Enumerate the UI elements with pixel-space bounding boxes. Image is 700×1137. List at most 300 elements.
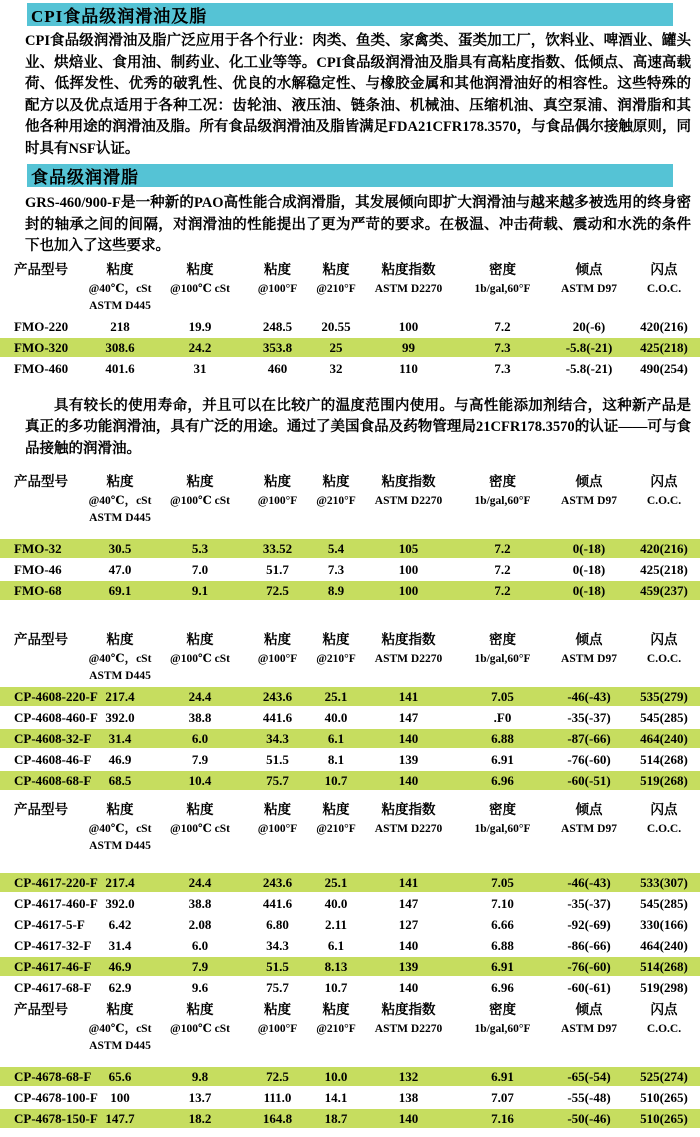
value-viscosity-index: 100 bbox=[398, 583, 419, 598]
value-viscosity-index: 105 bbox=[398, 541, 419, 556]
column-header-viscosity-40c-line2: @40℃，cSt bbox=[88, 653, 152, 665]
value-viscosity-40c: 147.7 bbox=[105, 1111, 135, 1126]
column-header-density-line1: 密度 bbox=[489, 802, 516, 817]
product-model: FMO-320 bbox=[14, 339, 69, 355]
value-viscosity-100f: 75.7 bbox=[266, 980, 289, 995]
value-viscosity-100f: 6.80 bbox=[266, 917, 289, 932]
section-title-grease: 食品级润滑脂 bbox=[31, 168, 139, 187]
column-header-viscosity-100c-line1: 粘度 bbox=[186, 802, 214, 817]
product-model: CP-4608-32-F bbox=[14, 731, 92, 746]
column-header-viscosity-100f-line1: 粘度 bbox=[264, 632, 291, 647]
column-header-flash-point bbox=[628, 800, 700, 855]
value-viscosity-100f: 72.5 bbox=[266, 583, 289, 598]
column-header-viscosity-100c-line2: @100℃ cSt bbox=[170, 823, 230, 835]
value-viscosity-index: 100 bbox=[398, 562, 419, 577]
product-model: CP-4608-220-F bbox=[14, 689, 98, 704]
product-model: FMO-32 bbox=[14, 541, 62, 556]
column-header-flash-point-line2: C.O.C. bbox=[646, 495, 682, 507]
column-header-viscosity-210f-line2: @210°F bbox=[316, 653, 356, 665]
column-header-pour-point bbox=[550, 630, 628, 685]
column-header-viscosity-40c-line1: 粘度 bbox=[106, 632, 134, 647]
value-pour-point: -5.8(-21) bbox=[565, 339, 613, 355]
column-header-flash-point-line2: C.O.C. bbox=[646, 282, 682, 295]
column-header-pour-point-line2: ASTM D97 bbox=[561, 495, 617, 507]
value-viscosity-100c: 9.8 bbox=[191, 1069, 209, 1084]
value-viscosity-100c: 38.8 bbox=[188, 896, 212, 911]
column-header-viscosity-index bbox=[362, 800, 455, 855]
column-header-model-line1: 产品型号 bbox=[14, 261, 68, 277]
section-title-oils: CPI食品级润滑油及脂 bbox=[31, 7, 208, 26]
table-row-fmo-220 bbox=[0, 317, 700, 336]
section-header-oils bbox=[27, 3, 673, 26]
column-header-viscosity-210f bbox=[310, 260, 362, 315]
column-header-viscosity-100f bbox=[245, 800, 310, 855]
value-pour-point: 0(-18) bbox=[572, 541, 606, 556]
table-header-row bbox=[0, 1000, 700, 1055]
column-header-density-line1: 密度 bbox=[489, 632, 516, 647]
value-pour-point: -46(-43) bbox=[567, 689, 611, 704]
value-viscosity-100c: 24.2 bbox=[188, 339, 212, 355]
column-header-viscosity-100c-line2: @100℃ cSt bbox=[170, 653, 230, 665]
value-pour-point: -46(-43) bbox=[567, 875, 611, 890]
value-viscosity-40c: 47.0 bbox=[108, 562, 132, 577]
value-density: 7.3 bbox=[494, 339, 511, 355]
value-flash-point: 425(218) bbox=[640, 339, 688, 355]
table-row-cp-4608-220-f bbox=[0, 687, 700, 706]
value-viscosity-index: 140 bbox=[398, 773, 419, 788]
column-header-viscosity-40c-line3: ASTM D445 bbox=[89, 1040, 151, 1052]
value-viscosity-100c: 13.7 bbox=[188, 1090, 212, 1105]
value-viscosity-100f: 460 bbox=[267, 360, 288, 376]
column-header-viscosity-100f bbox=[245, 630, 310, 685]
column-header-viscosity-40c bbox=[85, 472, 155, 527]
column-header-viscosity-100f-line1: 粘度 bbox=[264, 1002, 291, 1017]
value-viscosity-210f: 8.1 bbox=[327, 752, 345, 767]
column-header-viscosity-40c-line2: @40℃，cSt bbox=[88, 495, 152, 507]
value-viscosity-100f: 51.5 bbox=[266, 959, 289, 974]
column-header-pour-point bbox=[550, 260, 628, 315]
column-header-viscosity-100c-line1: 粘度 bbox=[186, 632, 214, 647]
value-density: 7.2 bbox=[494, 318, 511, 334]
value-density: 6.88 bbox=[491, 731, 514, 746]
column-header-flash-point-line1: 闪点 bbox=[650, 1002, 678, 1017]
table-row-fmo-32 bbox=[0, 539, 700, 558]
value-density: 7.2 bbox=[494, 583, 511, 598]
value-viscosity-index: 140 bbox=[398, 1111, 419, 1126]
product-model: CP-4617-32-F bbox=[14, 938, 92, 953]
value-viscosity-100f: 75.7 bbox=[266, 773, 289, 788]
column-header-density-line2: 1b/gal,60°F bbox=[474, 653, 531, 665]
column-header-density-line1: 密度 bbox=[489, 1002, 516, 1017]
column-header-viscosity-100f bbox=[245, 1000, 310, 1055]
column-header-viscosity-index-line1: 粘度指数 bbox=[381, 632, 436, 647]
value-viscosity-40c: 31.4 bbox=[108, 731, 132, 746]
value-pour-point: -5.8(-21) bbox=[565, 360, 613, 376]
table-row-cp-4617-68-f bbox=[0, 978, 700, 997]
column-header-pour-point-line1: 倾点 bbox=[575, 261, 603, 277]
column-header-model bbox=[0, 260, 85, 315]
oils-description-paragraph: CPI食品级润滑油及脂广泛应用于各个行业：肉类、鱼类、家禽类、蛋类加工厂，饮料业、啤酒业、罐头业、烘焙业、食用油、制药业、化工业等等。CPI食品级润滑油及脂具有高粘度指数、低倾点、高速高载荷、低挥发性、优秀的破乳性、优良的水解稳定性、与橡胶金属和其他润滑油好的相容性。这些特殊的配方以及优点适用于各种工况：齿轮油、液压油、链条油、机械油、压缩机油、真空泵浦、润滑脂和其他各种用途的润滑油及脂。所有食品级润滑油及脂皆满足FDA21CFR178.3570，与食品偶尔接触原则，同时具有NSF认证。 bbox=[25, 33, 691, 157]
value-viscosity-100f: 72.5 bbox=[266, 1069, 289, 1084]
value-pour-point: -55(-48) bbox=[567, 1090, 611, 1105]
value-viscosity-210f: 7.3 bbox=[327, 562, 345, 577]
value-viscosity-210f: 10.7 bbox=[324, 980, 348, 995]
value-flash-point: 464(240) bbox=[640, 938, 688, 953]
column-header-viscosity-index bbox=[362, 472, 455, 527]
value-density: 6.96 bbox=[491, 773, 514, 788]
value-viscosity-index: 147 bbox=[398, 710, 419, 725]
column-header-viscosity-100c-line2: @100℃ cSt bbox=[170, 495, 230, 507]
value-viscosity-40c: 308.6 bbox=[105, 339, 135, 355]
value-pour-point: 20(-6) bbox=[572, 318, 606, 334]
value-flash-point: 545(285) bbox=[640, 896, 688, 911]
value-density: 7.2 bbox=[494, 562, 511, 577]
value-density: .F0 bbox=[493, 710, 512, 725]
value-viscosity-100c: 24.4 bbox=[188, 689, 212, 704]
column-header-viscosity-100c-line2: @100℃ cSt bbox=[170, 282, 230, 295]
value-viscosity-210f: 25.1 bbox=[324, 875, 348, 890]
value-viscosity-210f: 40.0 bbox=[324, 896, 348, 911]
value-viscosity-100c: 7.9 bbox=[191, 752, 209, 767]
value-viscosity-40c: 217.4 bbox=[105, 875, 135, 890]
value-pour-point: -35(-37) bbox=[567, 710, 611, 725]
value-flash-point: 533(307) bbox=[640, 875, 688, 890]
value-density: 7.3 bbox=[494, 360, 511, 376]
value-density: 6.91 bbox=[491, 752, 514, 767]
column-header-viscosity-210f-line1: 粘度 bbox=[322, 632, 350, 647]
column-header-viscosity-100c-line1: 粘度 bbox=[186, 474, 214, 489]
value-viscosity-100c: 5.3 bbox=[191, 541, 209, 556]
value-viscosity-40c: 401.6 bbox=[105, 360, 135, 376]
column-header-pour-point-line1: 倾点 bbox=[575, 802, 603, 817]
value-viscosity-40c: 392.0 bbox=[105, 710, 135, 725]
value-flash-point: 425(218) bbox=[640, 562, 688, 577]
value-pour-point: -76(-60) bbox=[567, 752, 611, 767]
column-header-model-line1: 产品型号 bbox=[14, 1002, 68, 1017]
column-header-viscosity-40c-line3: ASTM D445 bbox=[89, 512, 151, 524]
value-viscosity-210f: 8.13 bbox=[324, 959, 348, 974]
column-header-viscosity-40c-line2: @40℃，cSt bbox=[88, 1023, 152, 1035]
table-row-cp-4617-460-f bbox=[0, 894, 700, 913]
value-viscosity-210f: 25 bbox=[329, 339, 343, 355]
product-model: CP-4608-68-F bbox=[14, 773, 92, 788]
table-header-row bbox=[0, 630, 700, 685]
column-header-viscosity-100c bbox=[155, 472, 245, 527]
value-density: 7.05 bbox=[491, 689, 514, 704]
column-header-flash-point bbox=[628, 630, 700, 685]
table-row-cp-4617-5-f bbox=[0, 915, 700, 934]
product-model: CP-4678-150-F bbox=[14, 1111, 98, 1126]
value-viscosity-40c: 62.9 bbox=[108, 980, 132, 995]
value-viscosity-100c: 6.0 bbox=[191, 731, 209, 746]
value-density: 7.07 bbox=[491, 1090, 514, 1105]
value-viscosity-index: 100 bbox=[398, 318, 419, 334]
value-pour-point: -60(-51) bbox=[567, 773, 611, 788]
column-header-pour-point-line1: 倾点 bbox=[575, 474, 603, 489]
document-page bbox=[0, 3, 700, 1128]
column-header-density-line2: 1b/gal,60°F bbox=[474, 823, 531, 835]
column-header-pour-point bbox=[550, 472, 628, 527]
value-viscosity-210f: 10.7 bbox=[324, 773, 348, 788]
column-header-viscosity-index bbox=[362, 1000, 455, 1055]
column-header-density bbox=[455, 260, 550, 315]
value-viscosity-index: 127 bbox=[398, 917, 419, 932]
value-density: 6.91 bbox=[491, 1069, 514, 1084]
value-viscosity-40c: 65.6 bbox=[108, 1069, 132, 1084]
value-flash-point: 330(166) bbox=[640, 917, 688, 932]
column-header-viscosity-210f-line2: @210°F bbox=[316, 823, 356, 835]
value-viscosity-100c: 10.4 bbox=[188, 773, 212, 788]
column-header-viscosity-index bbox=[362, 260, 455, 315]
column-header-density-line1: 密度 bbox=[489, 261, 516, 277]
column-header-viscosity-index bbox=[362, 630, 455, 685]
column-header-viscosity-210f bbox=[310, 630, 362, 685]
table-row-cp-4608-460-f bbox=[0, 708, 700, 727]
column-header-viscosity-100c-line2: @100℃ cSt bbox=[170, 1023, 230, 1035]
spec-table-cp-4678 bbox=[0, 1000, 700, 1128]
column-header-viscosity-40c-line3: ASTM D445 bbox=[89, 840, 151, 852]
value-pour-point: -35(-37) bbox=[567, 896, 611, 911]
table-row-fmo-68 bbox=[0, 581, 700, 600]
column-header-viscosity-100c-line1: 粘度 bbox=[186, 1002, 214, 1017]
value-flash-point: 510(265) bbox=[640, 1090, 688, 1105]
table-row-cp-4608-46-f bbox=[0, 750, 700, 769]
column-header-viscosity-40c-line1: 粘度 bbox=[106, 474, 134, 489]
section-header-grease bbox=[27, 164, 673, 187]
column-header-viscosity-210f-line2: @210°F bbox=[316, 1023, 356, 1035]
product-model: CP-4678-68-F bbox=[14, 1069, 92, 1084]
column-header-viscosity-40c bbox=[85, 800, 155, 855]
table-header-row bbox=[0, 472, 700, 527]
value-flash-point: 514(268) bbox=[640, 752, 688, 767]
value-viscosity-210f: 8.9 bbox=[327, 583, 345, 598]
product-model: FMO-220 bbox=[14, 318, 69, 334]
value-flash-point: 525(274) bbox=[640, 1069, 688, 1084]
value-viscosity-100f: 34.3 bbox=[266, 731, 289, 746]
value-viscosity-40c: 46.9 bbox=[108, 752, 132, 767]
column-header-pour-point bbox=[550, 800, 628, 855]
value-pour-point: 0(-18) bbox=[572, 583, 606, 598]
table-row-cp-4617-220-f bbox=[0, 873, 700, 892]
column-header-viscosity-100c bbox=[155, 260, 245, 315]
value-viscosity-index: 147 bbox=[398, 896, 419, 911]
column-header-viscosity-index-line1: 粘度指数 bbox=[381, 261, 436, 277]
column-header-viscosity-100c bbox=[155, 1000, 245, 1055]
column-header-density bbox=[455, 630, 550, 685]
product-model: FMO-460 bbox=[14, 360, 69, 376]
value-viscosity-40c: 100 bbox=[110, 1090, 130, 1105]
column-header-density bbox=[455, 472, 550, 527]
column-header-viscosity-index-line2: ASTM D2270 bbox=[374, 823, 443, 835]
column-header-pour-point-line1: 倾点 bbox=[575, 1002, 603, 1017]
value-pour-point: -65(-54) bbox=[567, 1069, 611, 1084]
value-viscosity-210f: 25.1 bbox=[324, 689, 348, 704]
value-flash-point: 490(254) bbox=[640, 360, 688, 376]
value-viscosity-40c: 68.5 bbox=[108, 773, 132, 788]
grease-description-paragraph: GRS-460/900-F是一种新的PAO高性能合成润滑脂，其发展倾向即扩大润滑油与越来越多被选用的终身密封的轴承之间的间隔，对润滑油的性能提出了更为严苛的要求。在极温、冲击荷载、震动和水洗的条件下也加入了这些要求。 bbox=[25, 195, 691, 254]
value-viscosity-100f: 164.8 bbox=[262, 1111, 293, 1126]
column-header-pour-point-line1: 倾点 bbox=[575, 632, 603, 647]
table-row-cp-4678-150-f bbox=[0, 1109, 700, 1128]
product-model: CP-4617-460-F bbox=[14, 896, 98, 911]
column-header-viscosity-40c bbox=[85, 630, 155, 685]
column-header-model bbox=[0, 630, 85, 685]
value-viscosity-100c: 31 bbox=[193, 360, 207, 376]
value-flash-point: 535(279) bbox=[640, 689, 688, 704]
value-viscosity-100c: 2.08 bbox=[188, 917, 212, 932]
column-header-pour-point-line2: ASTM D97 bbox=[561, 823, 617, 835]
table-row-cp-4608-68-f bbox=[0, 771, 700, 790]
value-viscosity-100c: 7.0 bbox=[191, 562, 209, 577]
column-header-flash-point-line1: 闪点 bbox=[650, 474, 678, 489]
value-viscosity-100f: 353.8 bbox=[262, 339, 293, 355]
value-viscosity-100c: 6.0 bbox=[191, 938, 209, 953]
column-header-model-line1: 产品型号 bbox=[14, 632, 68, 647]
column-header-viscosity-40c-line3: ASTM D445 bbox=[89, 670, 151, 682]
column-header-viscosity-210f bbox=[310, 472, 362, 527]
column-header-model bbox=[0, 800, 85, 855]
table-row-cp-4608-32-f bbox=[0, 729, 700, 748]
column-header-viscosity-210f-line2: @210°F bbox=[316, 282, 356, 295]
value-density: 6.91 bbox=[491, 959, 514, 974]
value-flash-point: 519(268) bbox=[640, 773, 688, 788]
product-model: FMO-46 bbox=[14, 562, 62, 577]
column-header-viscosity-index-line1: 粘度指数 bbox=[381, 1002, 436, 1017]
column-header-flash-point bbox=[628, 472, 700, 527]
column-header-viscosity-100f-line2: @100°F bbox=[257, 823, 298, 835]
column-header-viscosity-40c bbox=[85, 1000, 155, 1055]
value-pour-point: -50(-46) bbox=[567, 1111, 611, 1126]
product-model: CP-4617-46-F bbox=[14, 959, 92, 974]
value-viscosity-100f: 441.6 bbox=[262, 896, 293, 911]
value-viscosity-40c: 31.4 bbox=[108, 938, 132, 953]
product-model: FMO-68 bbox=[14, 583, 62, 598]
column-header-pour-point-line2: ASTM D97 bbox=[561, 282, 617, 295]
value-viscosity-40c: 6.42 bbox=[108, 917, 132, 932]
value-density: 6.96 bbox=[491, 980, 514, 995]
value-viscosity-210f: 10.0 bbox=[324, 1069, 348, 1084]
value-pour-point: -92(-69) bbox=[567, 917, 611, 932]
value-viscosity-index: 140 bbox=[398, 938, 419, 953]
value-viscosity-100c: 18.2 bbox=[188, 1111, 212, 1126]
value-viscosity-40c: 30.5 bbox=[108, 541, 132, 556]
product-model: CP-4608-460-F bbox=[14, 710, 98, 725]
column-header-viscosity-index-line2: ASTM D2270 bbox=[374, 495, 443, 507]
column-header-viscosity-index-line2: ASTM D2270 bbox=[374, 653, 443, 665]
column-header-viscosity-210f-line1: 粘度 bbox=[322, 261, 350, 277]
column-header-model bbox=[0, 1000, 85, 1055]
value-viscosity-100f: 243.6 bbox=[262, 875, 293, 890]
value-viscosity-100f: 243.6 bbox=[262, 689, 293, 704]
value-viscosity-100f: 441.6 bbox=[262, 710, 293, 725]
value-viscosity-index: 140 bbox=[398, 731, 419, 746]
spec-table-fmo-light bbox=[0, 472, 700, 600]
table-header-row bbox=[0, 260, 700, 315]
value-flash-point: 510(265) bbox=[640, 1111, 688, 1126]
column-header-viscosity-210f bbox=[310, 800, 362, 855]
value-flash-point: 420(216) bbox=[640, 541, 688, 556]
value-viscosity-100c: 9.1 bbox=[191, 583, 209, 598]
value-viscosity-index: 99 bbox=[402, 339, 415, 355]
value-viscosity-40c: 218 bbox=[110, 318, 130, 334]
column-header-viscosity-100c-line1: 粘度 bbox=[186, 261, 214, 277]
value-flash-point: 514(268) bbox=[640, 959, 688, 974]
value-viscosity-index: 132 bbox=[398, 1069, 419, 1084]
column-header-viscosity-100c bbox=[155, 800, 245, 855]
value-viscosity-100c: 24.4 bbox=[188, 875, 212, 890]
value-viscosity-210f: 2.11 bbox=[324, 917, 348, 932]
column-header-flash-point-line2: C.O.C. bbox=[646, 1023, 682, 1035]
column-header-viscosity-40c-line1: 粘度 bbox=[106, 261, 134, 277]
value-viscosity-100f: 51.7 bbox=[266, 562, 289, 577]
column-header-viscosity-40c-line2: @40℃，cSt bbox=[88, 823, 152, 835]
column-header-viscosity-100f-line2: @100°F bbox=[257, 282, 298, 295]
column-header-viscosity-40c-line2: @40℃，cSt bbox=[88, 282, 152, 295]
table-row-cp-4617-32-f bbox=[0, 936, 700, 955]
column-header-flash-point bbox=[628, 260, 700, 315]
column-header-flash-point-line2: C.O.C. bbox=[646, 823, 682, 835]
column-header-flash-point-line1: 闪点 bbox=[650, 802, 678, 817]
spec-table-fmo-heavy bbox=[0, 260, 700, 378]
value-density: 6.66 bbox=[491, 917, 514, 932]
column-header-pour-point bbox=[550, 1000, 628, 1055]
table-row-fmo-320 bbox=[0, 338, 700, 357]
table-row-fmo-460 bbox=[0, 359, 700, 378]
value-density: 6.88 bbox=[491, 938, 514, 953]
column-header-viscosity-210f-line2: @210°F bbox=[316, 495, 356, 507]
product-model: CP-4617-5-F bbox=[14, 917, 85, 932]
column-header-viscosity-100f-line1: 粘度 bbox=[264, 261, 291, 277]
column-header-density-line1: 密度 bbox=[489, 474, 516, 489]
spec-table-cp-4617 bbox=[0, 800, 700, 997]
value-flash-point: 519(298) bbox=[640, 980, 688, 995]
column-header-viscosity-100f-line2: @100°F bbox=[257, 495, 298, 507]
column-header-model-line1: 产品型号 bbox=[14, 802, 68, 817]
table-row-fmo-46 bbox=[0, 560, 700, 579]
column-header-viscosity-100c bbox=[155, 630, 245, 685]
value-viscosity-index: 141 bbox=[398, 875, 419, 890]
column-header-flash-point-line2: C.O.C. bbox=[646, 653, 682, 665]
value-viscosity-index: 139 bbox=[398, 959, 419, 974]
value-viscosity-100f: 111.0 bbox=[263, 1090, 292, 1105]
value-viscosity-40c: 392.0 bbox=[105, 896, 135, 911]
value-density: 7.10 bbox=[491, 896, 514, 911]
table-row-cp-4678-68-f bbox=[0, 1067, 700, 1086]
value-flash-point: 420(216) bbox=[640, 318, 688, 334]
column-header-flash-point-line1: 闪点 bbox=[650, 261, 678, 277]
value-viscosity-index: 140 bbox=[398, 980, 419, 995]
column-header-model-line1: 产品型号 bbox=[14, 474, 68, 489]
column-header-flash-point bbox=[628, 1000, 700, 1055]
column-header-viscosity-40c-line1: 粘度 bbox=[106, 802, 134, 817]
table-header-row bbox=[0, 800, 700, 855]
mid-description-paragraph: 具有较长的使用寿命，并且可以在比较广的温度范围内使用。与高性能添加剂结合，这种新产品是真正的多功能润滑油，具有广泛的用途。通过了美国食品及药物管理局21CFR178.3570的认证——可与食品接触的润滑油。 bbox=[25, 397, 691, 457]
column-header-viscosity-210f-line1: 粘度 bbox=[322, 474, 350, 489]
column-header-model bbox=[0, 472, 85, 527]
value-viscosity-210f: 14.1 bbox=[324, 1090, 348, 1105]
value-pour-point: -76(-60) bbox=[567, 959, 611, 974]
value-pour-point: -87(-66) bbox=[567, 731, 611, 746]
value-flash-point: 459(237) bbox=[640, 583, 688, 598]
column-header-flash-point-line1: 闪点 bbox=[650, 632, 678, 647]
column-header-density bbox=[455, 1000, 550, 1055]
value-viscosity-210f: 32 bbox=[329, 360, 343, 376]
value-viscosity-100f: 248.5 bbox=[262, 318, 293, 334]
value-viscosity-100c: 19.9 bbox=[188, 318, 212, 334]
product-model: CP-4608-46-F bbox=[14, 752, 92, 767]
column-header-density-line2: 1b/gal,60°F bbox=[474, 495, 531, 507]
value-viscosity-210f: 40.0 bbox=[324, 710, 348, 725]
